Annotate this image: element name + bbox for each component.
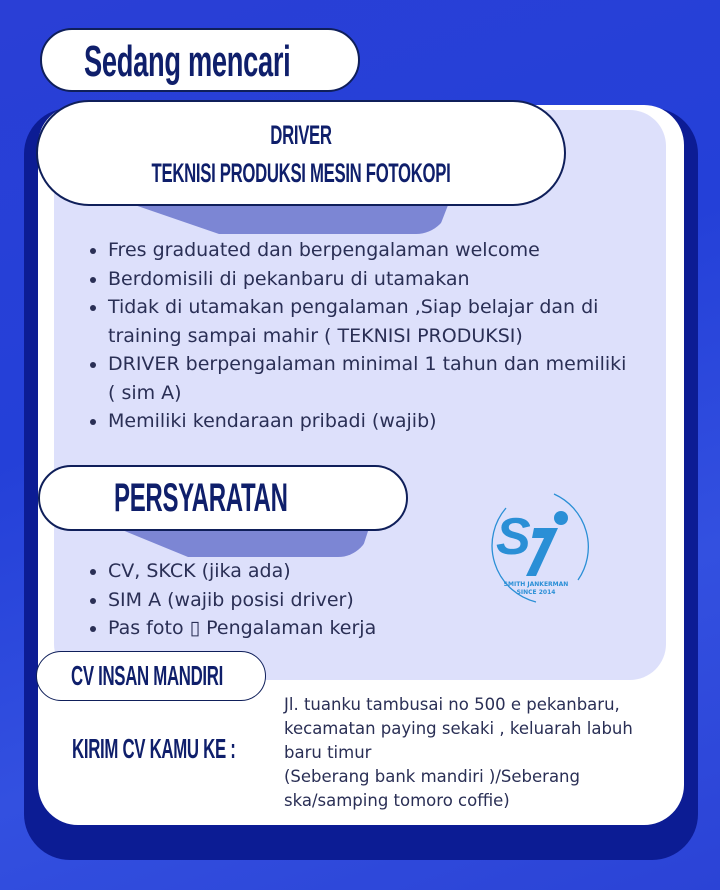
svg-text:SINCE 2014: SINCE 2014 (516, 589, 556, 596)
list-item: Pas foto ▯ Pengalaman kerja (88, 614, 468, 643)
address-line: kecamatan paying sekaki , keluarah labuh (284, 719, 633, 738)
address-line: Jl. tuanku tambusai no 500 e pekanbaru, (284, 695, 620, 714)
list-item: SIM A (wajib posisi driver) (88, 586, 468, 615)
list-item: CV, SKCK (jika ada) (88, 557, 468, 586)
position-teknisi: TEKNISI PRODUKSI MESIN FOTOKOPI (151, 158, 451, 188)
details-list (88, 236, 628, 436)
title-pill (40, 28, 360, 92)
list-item: Memiliki kendaraan pribadi (wajib) (88, 407, 628, 436)
company-logo (466, 488, 606, 608)
company-pill (36, 651, 266, 701)
positions-pill (36, 100, 566, 206)
company-name: CV INSAN MANDIRI (71, 660, 224, 691)
list-item: Tidak di utamakan pengalaman ,Siap belajar dan di training sampai mahir ( TEKNISI PRODUKSI) (88, 293, 628, 350)
address-block (284, 693, 664, 813)
sj-logo-icon (466, 488, 606, 608)
address-line: baru timur (284, 743, 372, 762)
list-item: DRIVER berpengalaman minimal 1 tahun dan memiliki ( sim A) (88, 350, 628, 407)
page-title: Sedang mencari (84, 37, 291, 86)
requirements-title: PERSYARATAN (114, 476, 288, 520)
list-item: Fres graduated dan berpengalaman welcome (88, 236, 628, 265)
address-line: ska/samping tomoro coffie) (284, 791, 510, 810)
position-driver: DRIVER (270, 120, 332, 150)
list-item: Berdomisili di pekanbaru di utamakan (88, 265, 628, 294)
address-line: (Seberang bank mandiri )/Seberang (284, 767, 580, 786)
send-cv-label: KIRIM CV KAMU KE : (72, 733, 236, 764)
requirements-pill (38, 465, 408, 531)
svg-text:SMITH JANKERMAN: SMITH JANKERMAN (503, 581, 569, 588)
svg-text:S: S (496, 508, 531, 566)
requirements-list (88, 557, 468, 643)
